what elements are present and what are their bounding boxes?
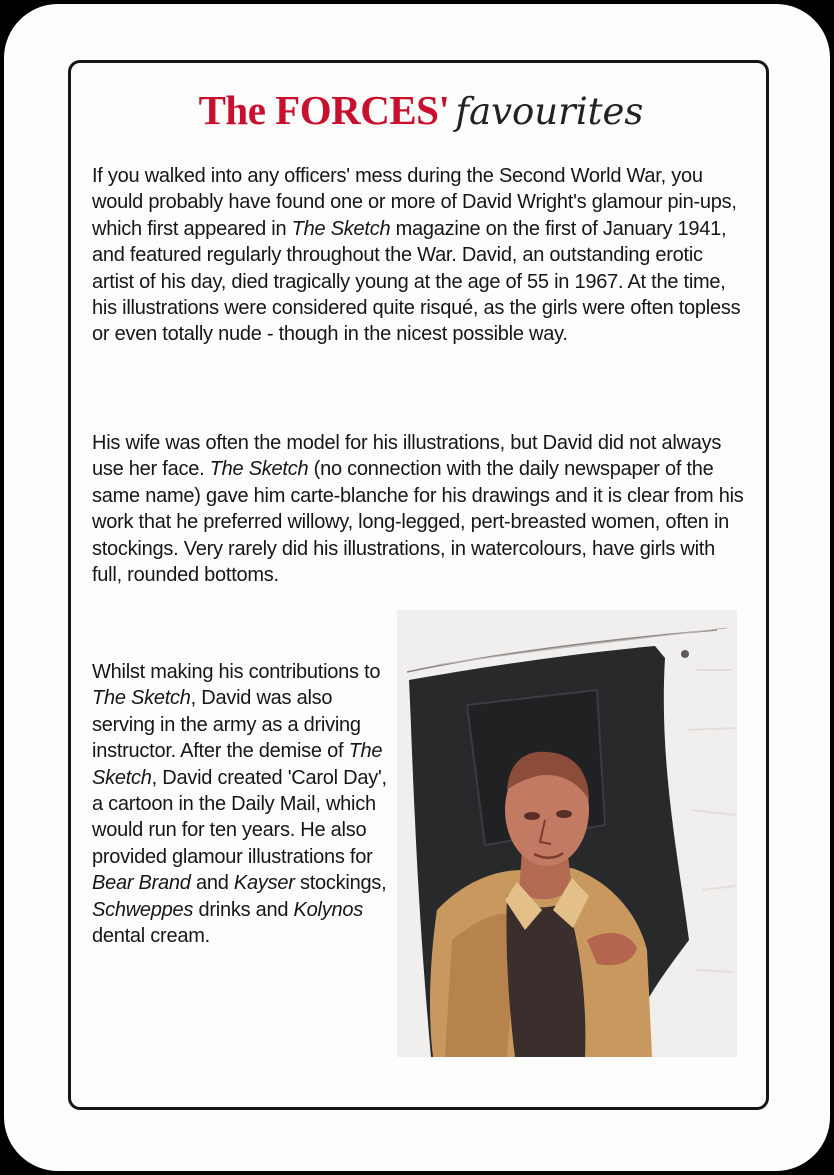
paragraph-intro: If you walked into any officers' mess during the Second World War, you would probably have found one or more of David Wright's glamour pin-ups, which first appeared in The Sketch magazine on the first of January 1941, and featured regularly throughout the War. David, an outstanding erotic artist of his day, died tragically young at the age of 55 in 1967. At the time, his illustrations were considered quite risqué, as the girls were often topless or even totally nude - though in the nicest possible way. [92, 165, 741, 346]
card-title [4, 86, 834, 134]
title-main: The FORCES' [198, 87, 450, 133]
self-portrait-illustration [397, 610, 737, 1057]
paragraph-wife: His wife was often the model for his illustrations, but David did not always use her face. The Sketch (no connection with the daily newspaper of the same name) gave him carte-blanche for his drawings and it is clear from his work that he preferred willowy, long-legged, pert-breasted women, often in stockings. Very rarely did his illustrations, in watercolours, have girls with full, rounded bottoms. [92, 432, 744, 587]
title-script: favourites [455, 90, 644, 133]
paragraph-career: Whilst making his contributions to The Sketch, David was also serving in the army as a driving instructor. After the demise of The Sketch, David created 'Carol Day', a cartoon in the Daily Mail, which would run for ten years. He also provided glamour illustrations for Bear Brand and Kayser stockings, Schweppes drinks and Kolynos dental cream. [92, 661, 387, 948]
